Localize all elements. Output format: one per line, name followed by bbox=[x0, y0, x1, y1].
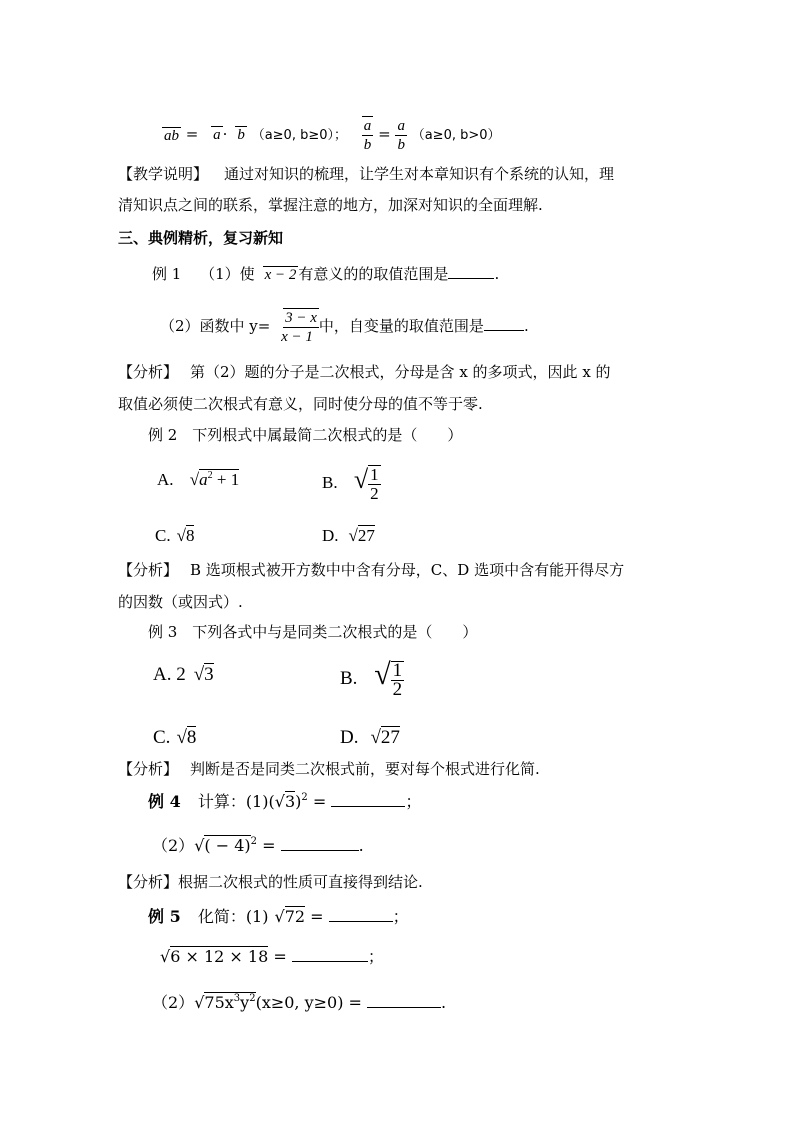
section-title: 三、典例精析，复习新知 bbox=[118, 229, 284, 247]
sqrt-ab: ab bbox=[164, 127, 179, 144]
ex5-part1: 例 5 化简：(1) √72 = ； bbox=[148, 907, 409, 926]
sqrt-x-minus-2: x − 2 bbox=[264, 267, 297, 283]
frac-sqrt3-x: $\frac{3 - x}{x - 1}$ bbox=[281, 310, 317, 345]
sqrt-frac-ab: $\frac{a}{b}$ bbox=[363, 118, 372, 153]
ex3-question: 例 3 下列各式中与是同类二次根式的是（ ） bbox=[148, 623, 478, 641]
ex5-part3: $(2)√75x^3y^2(x\ge 0$, y≥0) = . bbox=[152, 993, 447, 1012]
ex3-optA: A. 2 √3 bbox=[153, 664, 214, 685]
ex2-optA: A. $√a^2 + 1$ bbox=[157, 470, 240, 489]
answer-blank[interactable] bbox=[331, 792, 405, 807]
analysis1-line1: 【分析】 第（2）题的分子是二次根式，分母是含 x 的多项式，因此 x 的 bbox=[118, 363, 611, 381]
frac-sqrta-sqrtb: $\frac{a}{b}$ bbox=[397, 117, 405, 153]
analysis2-line1: 【分析】 B 选项根式被开方数中中含有分母，C、D 选项中含有能开得尽方 bbox=[118, 561, 625, 579]
ex2-question: 例 2 下列根式中属最简二次根式的是（ ） bbox=[148, 426, 463, 444]
ex2-optB: B. √ $\frac{1}{2}$ bbox=[322, 465, 379, 504]
answer-blank[interactable] bbox=[448, 264, 494, 279]
ex5-part2: √6 × 12 × 18 = ； bbox=[160, 947, 384, 966]
ex1-part2: （2）函数中 y= $\frac{3 - x}{x - 1}$ 中，自变量的取值范围是 . bbox=[160, 310, 529, 345]
ex2-optC: C. √8 bbox=[155, 526, 195, 545]
ex3-optD: D. √27 bbox=[340, 727, 400, 748]
answer-blank[interactable] bbox=[281, 836, 359, 851]
analysis1-line2: 取值必须使二次根式有意义，同时使分母的值不等于零. bbox=[118, 395, 483, 413]
teaching-note-tag: 【教学说明】 bbox=[118, 165, 209, 183]
ex4-part1: 例 4 计算：$(1)(√3)^2$ = ； bbox=[148, 792, 422, 811]
answer-blank[interactable] bbox=[484, 316, 524, 331]
answer-blank[interactable] bbox=[292, 947, 368, 962]
analysis3: 【分析】 判断是否是同类二次根式前，要对每个根式进行化简. bbox=[118, 760, 540, 778]
analysis2-line2: 的因数（或因式）. bbox=[118, 593, 243, 611]
teaching-note-line2: 清知识点之间的联系，掌握注意的地方，加深对知识的全面理解. bbox=[118, 196, 543, 214]
ex3-optC: C. √8 bbox=[153, 727, 197, 748]
answer-blank[interactable] bbox=[329, 907, 393, 922]
formula-line: ab = a · b （a≥0, b≥0）； $\frac{a}{b}$ = $\frac{a}{b}$ （a≥0, b>0） bbox=[152, 116, 501, 154]
analysis4: 【分析】根据二次根式的性质可直接得到结论. bbox=[118, 873, 423, 891]
ex1-part1: 例 1 （1）使 x − 2 有意义的的取值范围是 . bbox=[152, 265, 500, 283]
ex4-part2: $(2)√( - 4)^2$ = . bbox=[152, 836, 364, 855]
ex3-optB: B. √ $\frac{1}{2}$ bbox=[340, 658, 403, 700]
teaching-note-line1: 【教学说明】 通过对知识的梳理，让学生对本章知识有个系统的认知，理 bbox=[118, 165, 615, 183]
ex2-optD: D. √27 bbox=[322, 526, 375, 545]
answer-blank[interactable] bbox=[367, 993, 441, 1008]
